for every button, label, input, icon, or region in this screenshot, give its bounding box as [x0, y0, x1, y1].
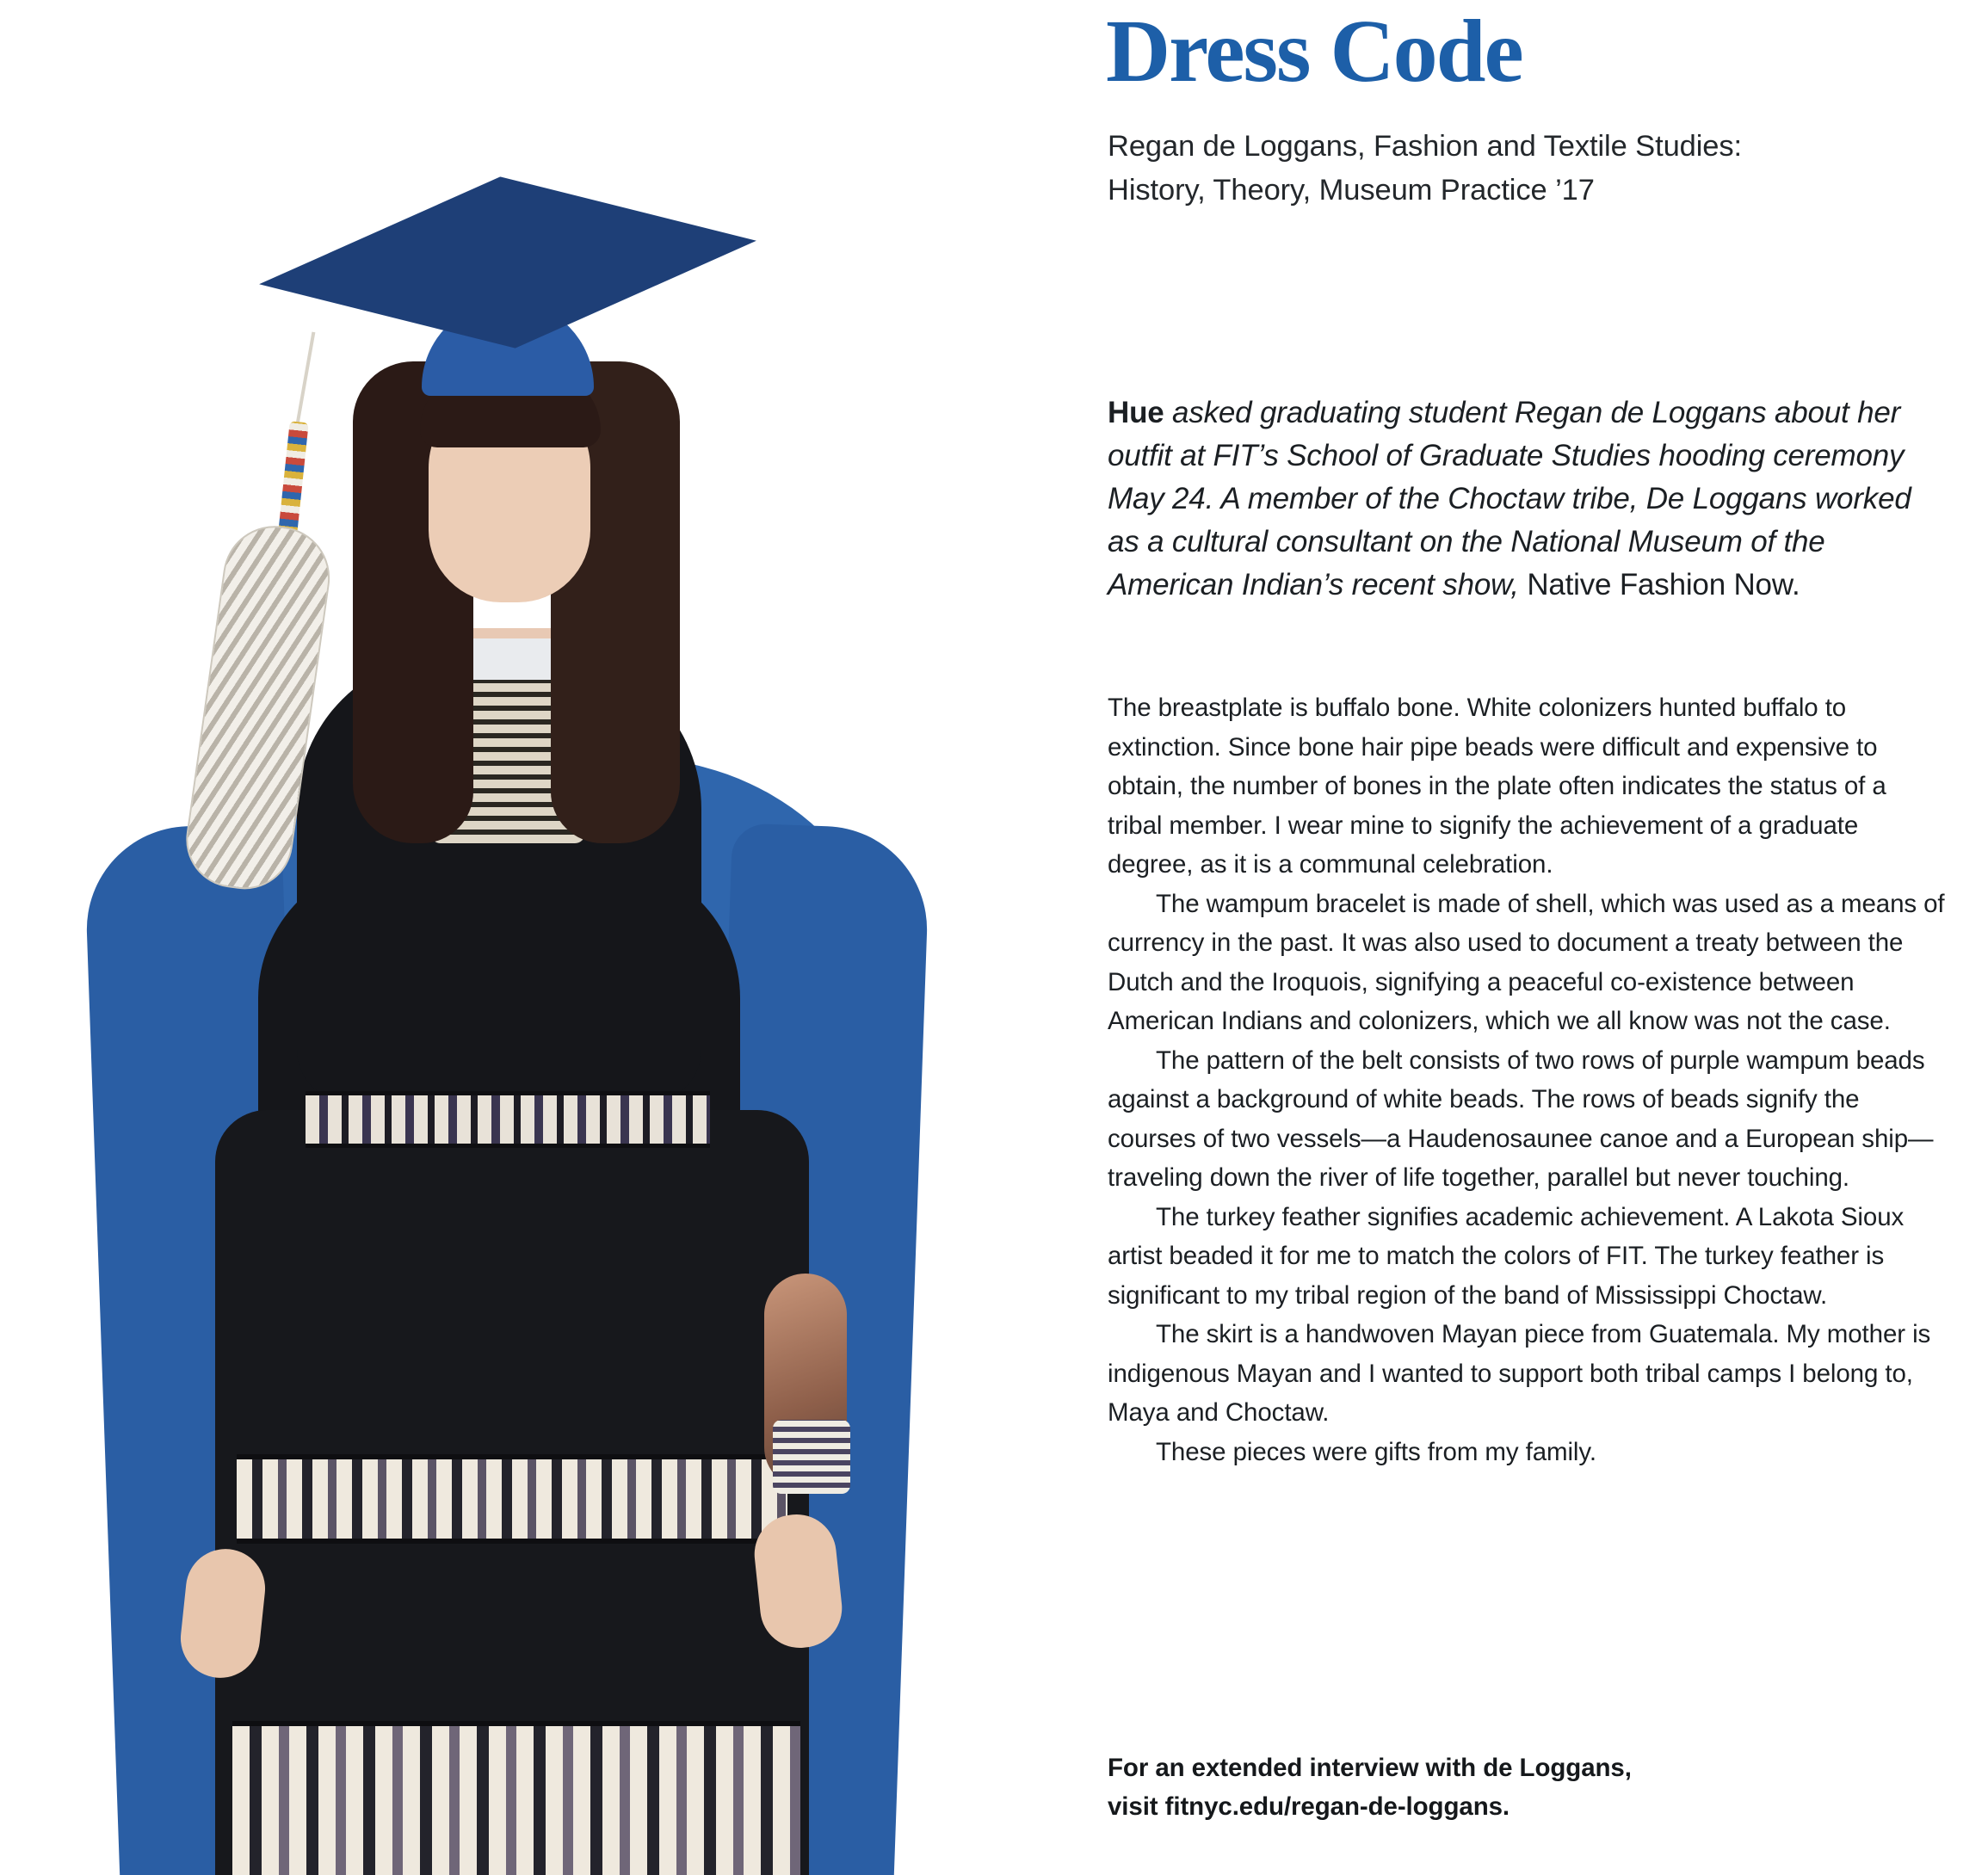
cta-line-1: For an extended interview with de Loggans, [1108, 1754, 1632, 1782]
article-body [1108, 688, 1947, 1471]
skirt-woven-band-lower [232, 1721, 800, 1875]
standfirst-magazine-name: Hue [1108, 396, 1164, 429]
article-text-column [1106, 0, 1966, 1875]
tassel-cord [294, 332, 316, 435]
skirt-woven-band-upper [237, 1454, 787, 1544]
deck-line-2: History, Theory, Museum Practice ’17 [1108, 174, 1595, 207]
body-paragraph: The skirt is a handwoven Mayan piece from Guatemala. My mother is indigenous Mayan and I wanted to support both tribal camps I belong to, Maya and Choctaw. [1108, 1320, 1931, 1427]
body-paragraph: These pieces were gifts from my family. [1156, 1437, 1596, 1466]
article-standfirst [1108, 392, 1947, 607]
standfirst-italic-text: asked graduating student Regan de Loggans about her outfit at FIT’s School of Graduate Studies hooding ceremony May 24. A member of the Choctaw tribe, De Loggans worked as a cultural consultant on the National Museum of the American Indian’s recent show, [1108, 396, 1911, 601]
body-paragraph: The breastplate is buffalo bone. White colonizers hunted buffalo to extinction. Since bone hair pipe beads were difficult and expensive to obtain, the number of bones in the plate often indicates the status of a tribal member. I wear mine to signify the achievement of a graduate degree, as it is a communal celebration. [1108, 694, 1886, 879]
deck-line-1: Regan de Loggans, Fashion and Textile Studies: [1108, 130, 1743, 163]
beaded-quill-wrap [278, 421, 308, 534]
wampum-belt [306, 1091, 710, 1148]
page-title: Dress Code [1106, 2, 1522, 101]
body-paragraph: The pattern of the belt consists of two rows of purple wampum beads against a background of white beads. The rows of beads signify the courses of two vessels—a Haudenosaunee canoe and a European ship—traveling down the river of life together, parallel but never touching. [1108, 1045, 1934, 1192]
extended-interview-callout [1108, 1749, 1947, 1826]
mortarboard-icon [251, 155, 763, 370]
wampum-bracelet [773, 1420, 850, 1494]
body-paragraph: The wampum bracelet is made of shell, which was used as a means of currency in the past. It was also used to document a treaty between the Dutch and the Iroquois, signifying a peaceful co-existence between American Indians and colonizers, which we all know was not the case. [1108, 889, 1945, 1035]
cta-line-2[interactable]: visit fitnyc.edu/regan-de-loggans. [1108, 1792, 1510, 1821]
body-paragraph: The turkey feather signifies academic achievement. A Lakota Sioux artist beaded it for me to match the colors of FIT. The turkey feather is significant to my tribal region of the band of Mississippi Choctaw. [1108, 1202, 1905, 1310]
article-deck [1108, 125, 1951, 213]
standfirst-exhibition-title: Native Fashion Now. [1527, 568, 1800, 601]
